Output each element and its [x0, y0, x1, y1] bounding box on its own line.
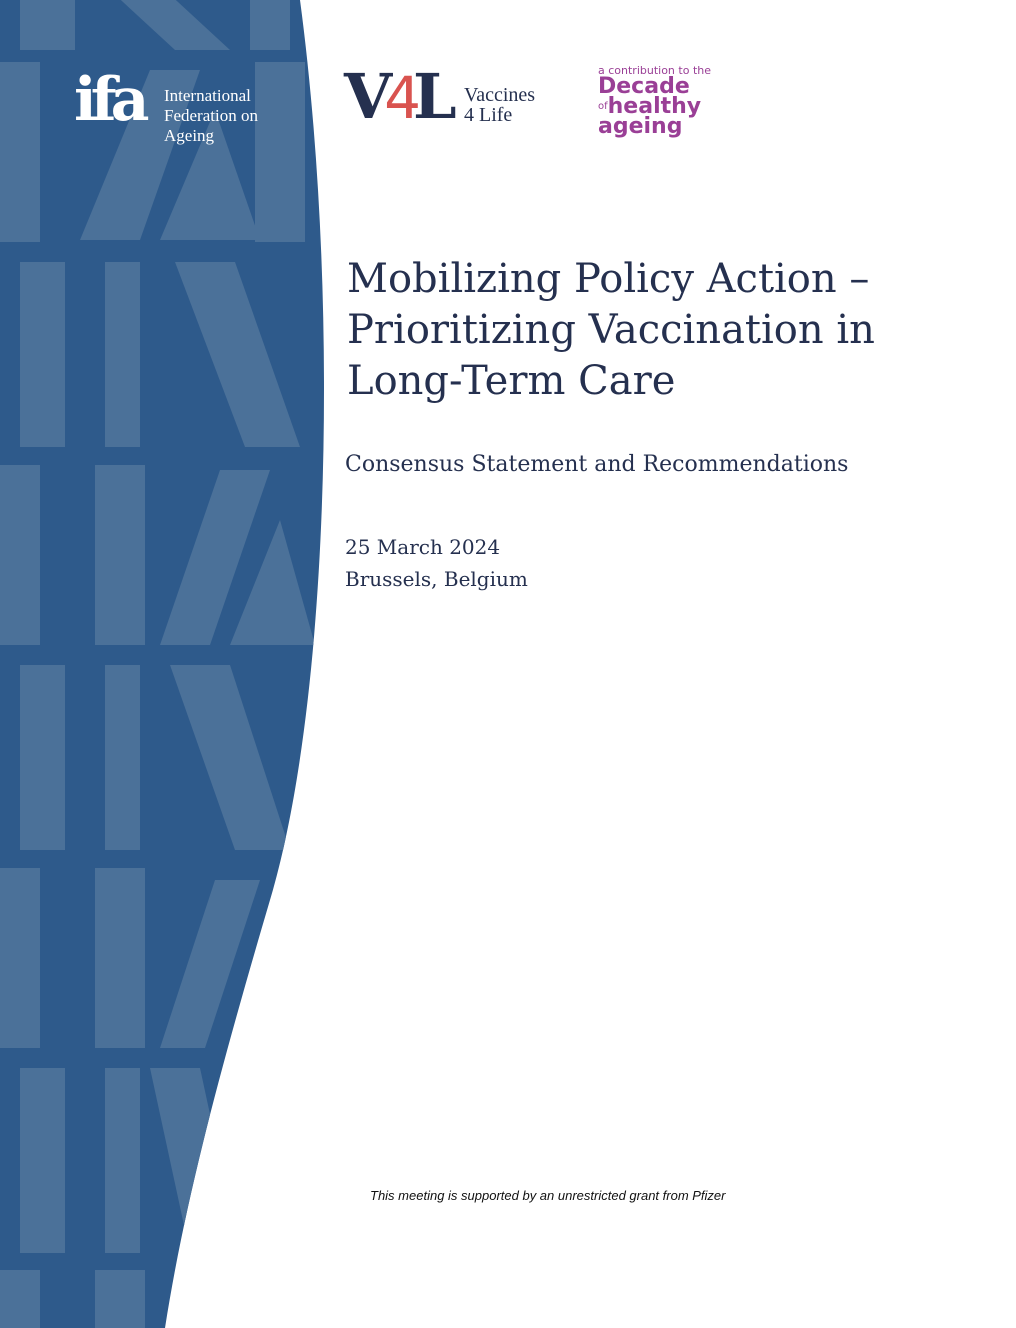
- decade-healthy-text: healthy: [607, 94, 702, 119]
- document-title: [347, 254, 967, 407]
- document-subtitle: Consensus Statement and Recommendations: [345, 452, 849, 477]
- v4l-mark-v: V: [344, 60, 385, 133]
- ifa-name-line1: International: [164, 86, 251, 105]
- title-line-3: Long-Term Care: [347, 358, 676, 404]
- sponsor-note: This meeting is supported by an unrestricted grant from Pfizer: [370, 1188, 726, 1203]
- ifa-logo-mark: ifa: [74, 65, 144, 135]
- document-date: 25 March 2024: [345, 535, 501, 559]
- decade-word-ageing: ageing: [598, 114, 683, 139]
- v4l-name-line2: 4 Life: [464, 104, 513, 126]
- ifa-name-line2: Federation on: [164, 106, 258, 125]
- title-line-2: Prioritizing Vaccination in: [347, 307, 875, 353]
- v4l-logo-text: [464, 85, 535, 125]
- decade-word-of: of: [598, 101, 608, 112]
- title-line-1: Mobilizing Policy Action –: [347, 256, 870, 302]
- v4l-name-line1: Vaccines: [464, 84, 536, 106]
- v4l-mark-l: L: [413, 60, 449, 133]
- decade-word-decade: Decade: [598, 74, 690, 99]
- document-location: Brussels, Belgium: [345, 567, 528, 591]
- decade-tagline: a contribution to the: [598, 64, 711, 77]
- ifa-logo-text: [164, 86, 258, 146]
- v4l-logo-mark: [344, 60, 449, 133]
- ifa-logo: [74, 65, 274, 150]
- ifa-name-line3: Ageing: [164, 126, 215, 145]
- decade-of-healthy-ageing-logo: [598, 64, 738, 144]
- vaccines-4-life-logo: [344, 60, 574, 140]
- v4l-mark-4: 4: [384, 64, 414, 132]
